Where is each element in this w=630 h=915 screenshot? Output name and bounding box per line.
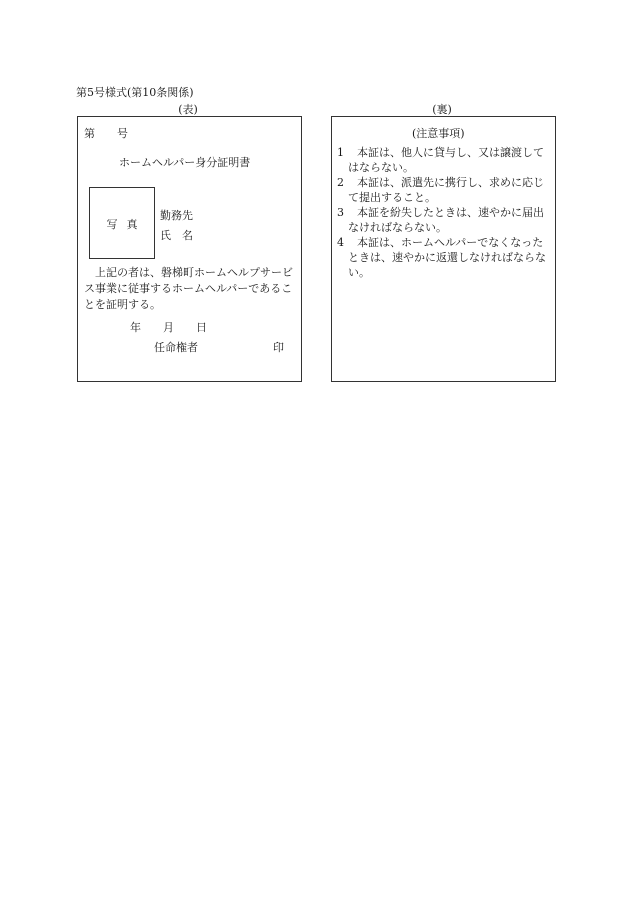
back-side-label: (裏) <box>432 103 452 116</box>
notes-heading: (注意事項) <box>412 127 465 140</box>
appointer-label: 任命権者 <box>154 341 198 354</box>
front-side-label: (表) <box>178 103 198 116</box>
certification-text: 上記の者は、磐梯町ホームヘルプサービス事業に従事するホームヘルパーであることを証明する。 <box>84 266 293 311</box>
photo-label: 写真 <box>106 218 147 231</box>
note-item: 4 本証は、ホームヘルパーでなくなったときは、速やかに返還しなければならない。 <box>337 236 546 279</box>
notes-list <box>337 145 553 280</box>
form-number: 第5号様式(第10条関係) <box>76 86 194 99</box>
photo-placeholder <box>89 187 155 259</box>
id-card-front <box>77 116 302 382</box>
card-title: ホームヘルパー身分証明書 <box>119 156 251 169</box>
id-card-back <box>331 116 556 382</box>
name-label: 氏 名 <box>160 229 193 242</box>
note-item: 2 本証は、派遣先に携行し、求めに応じて提出すること。 <box>337 176 544 204</box>
card-number-line: 第 号 <box>84 127 128 140</box>
date-line: 年 月 日 <box>130 321 207 334</box>
note-item: 3 本証を紛失したときは、速やかに届出なければならない。 <box>337 206 544 234</box>
seal-label: 印 <box>273 341 284 354</box>
workplace-label: 勤務先 <box>160 209 193 222</box>
note-item: 1 本証は、他人に貸与し、又は譲渡してはならない。 <box>337 146 544 174</box>
